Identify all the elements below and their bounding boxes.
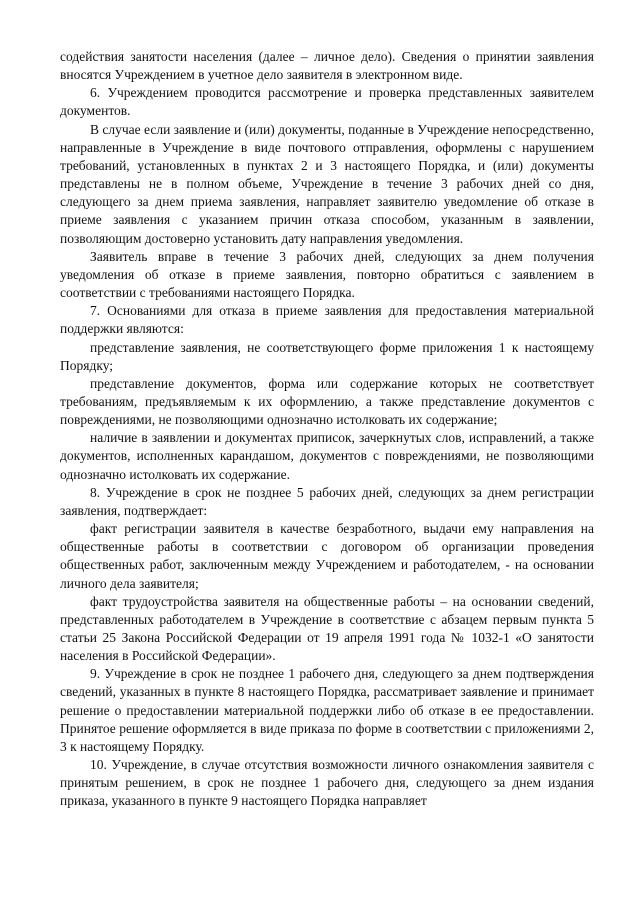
paragraph-item-6: 6. Учреждением проводится рассмотрение и проверка представленных заявителем документов. (60, 85, 594, 119)
paragraph-item-10: 10. Учреждение, в случае отсутствия возможности личного ознакомления заявителя с принятым решением, в срок не позднее 1 рабочего дня, следующего за днем издания приказа, указанного в пункте 9 настоящего Порядка направляет (60, 757, 594, 809)
paragraph-fact-employment: факт трудоустройства заявителя на общественные работы – на основании сведений, представленных работодателем в Учреждение в соответствие с абзацем первым пункта 5 статьи 25 Закона Российской Федерации от 19 апреля 1991 года № 1032-1 «О занятости населения в Российской Федерации». (60, 593, 594, 664)
paragraph-fact-registration: факт регистрации заявителя в качестве безработного, выдачи ему направления на общественные работы в соответствии с договором об организации проведения общественных работ, заключенным между Учреждением и работодателем, - на основании личного дела заявителя; (60, 521, 594, 591)
paragraph-reason-documents: представление документов, форма или содержание которых не соответствует требованиям, предъявляемым к их оформлению, а также представление документов с повреждениями, не позволяющими однозначно истолковать их содержание; (60, 375, 594, 428)
paragraph-continuation: содействия занятости населения (далее – личное дело). Сведения о принятии заявления вносятся Учреждением в учетное дело заявителя в электронном виде. (60, 49, 594, 83)
paragraph-item-7: 7. Основаниями для отказа в приеме заявления для предоставления материальной поддержки являются: (60, 303, 594, 337)
paragraph-refusal-notice: В случае если заявление и (или) документы, поданные в Учреждение непосредственно, направленные в Учреждение в виде почтового отправления, оформлены с нарушением требований, установленных в пунктах 2 и 3 настоящего Порядка, и (или) документы представлены не в полном объеме, Учреждение в течение 3 рабочих дней со дня, следующего за днем приема заявления, направляет заявителю уведомление об отказе в приеме заявления с указанием причин отказа способом, указанным в заявлении, позволяющим достоверно установить дату направления уведомления. (60, 121, 595, 246)
paragraph-reapply: Заявитель вправе в течение 3 рабочих дней, следующих за днем получения уведомления об отказе в приеме заявления, повторно обратиться с заявлением в соответствии с требованиями настоящего Порядка. (60, 248, 594, 301)
paragraph-item-8: 8. Учреждение в срок не позднее 5 рабочих дней, следующих за днем регистрации заявления, подтверждает: (60, 484, 594, 518)
document-page (60, 48, 594, 811)
paragraph-reason-corrections: наличие в заявлении и документах приписок, зачеркнутых слов, исправлений, а также документов, исполненных карандашом, документов с повреждениями, не позволяющими однозначно истолковать их содержание. (60, 430, 594, 482)
paragraph-item-9: 9. Учреждение в срок не позднее 1 рабочего дня, следующего за днем подтверждения сведений, указанных в пункте 8 настоящего Порядка, рассматривает заявление и принимает решение о предоставлении материальной поддержки либо об отказе в ее предоставлении. Принятое решение оформляется в виде приказа по форме в соответствии с приложениями 2, 3 к настоящему Порядку. (60, 666, 594, 754)
paragraph-reason-form: представление заявления, не соответствующего форме приложения 1 к настоящему Порядку; (60, 339, 594, 373)
